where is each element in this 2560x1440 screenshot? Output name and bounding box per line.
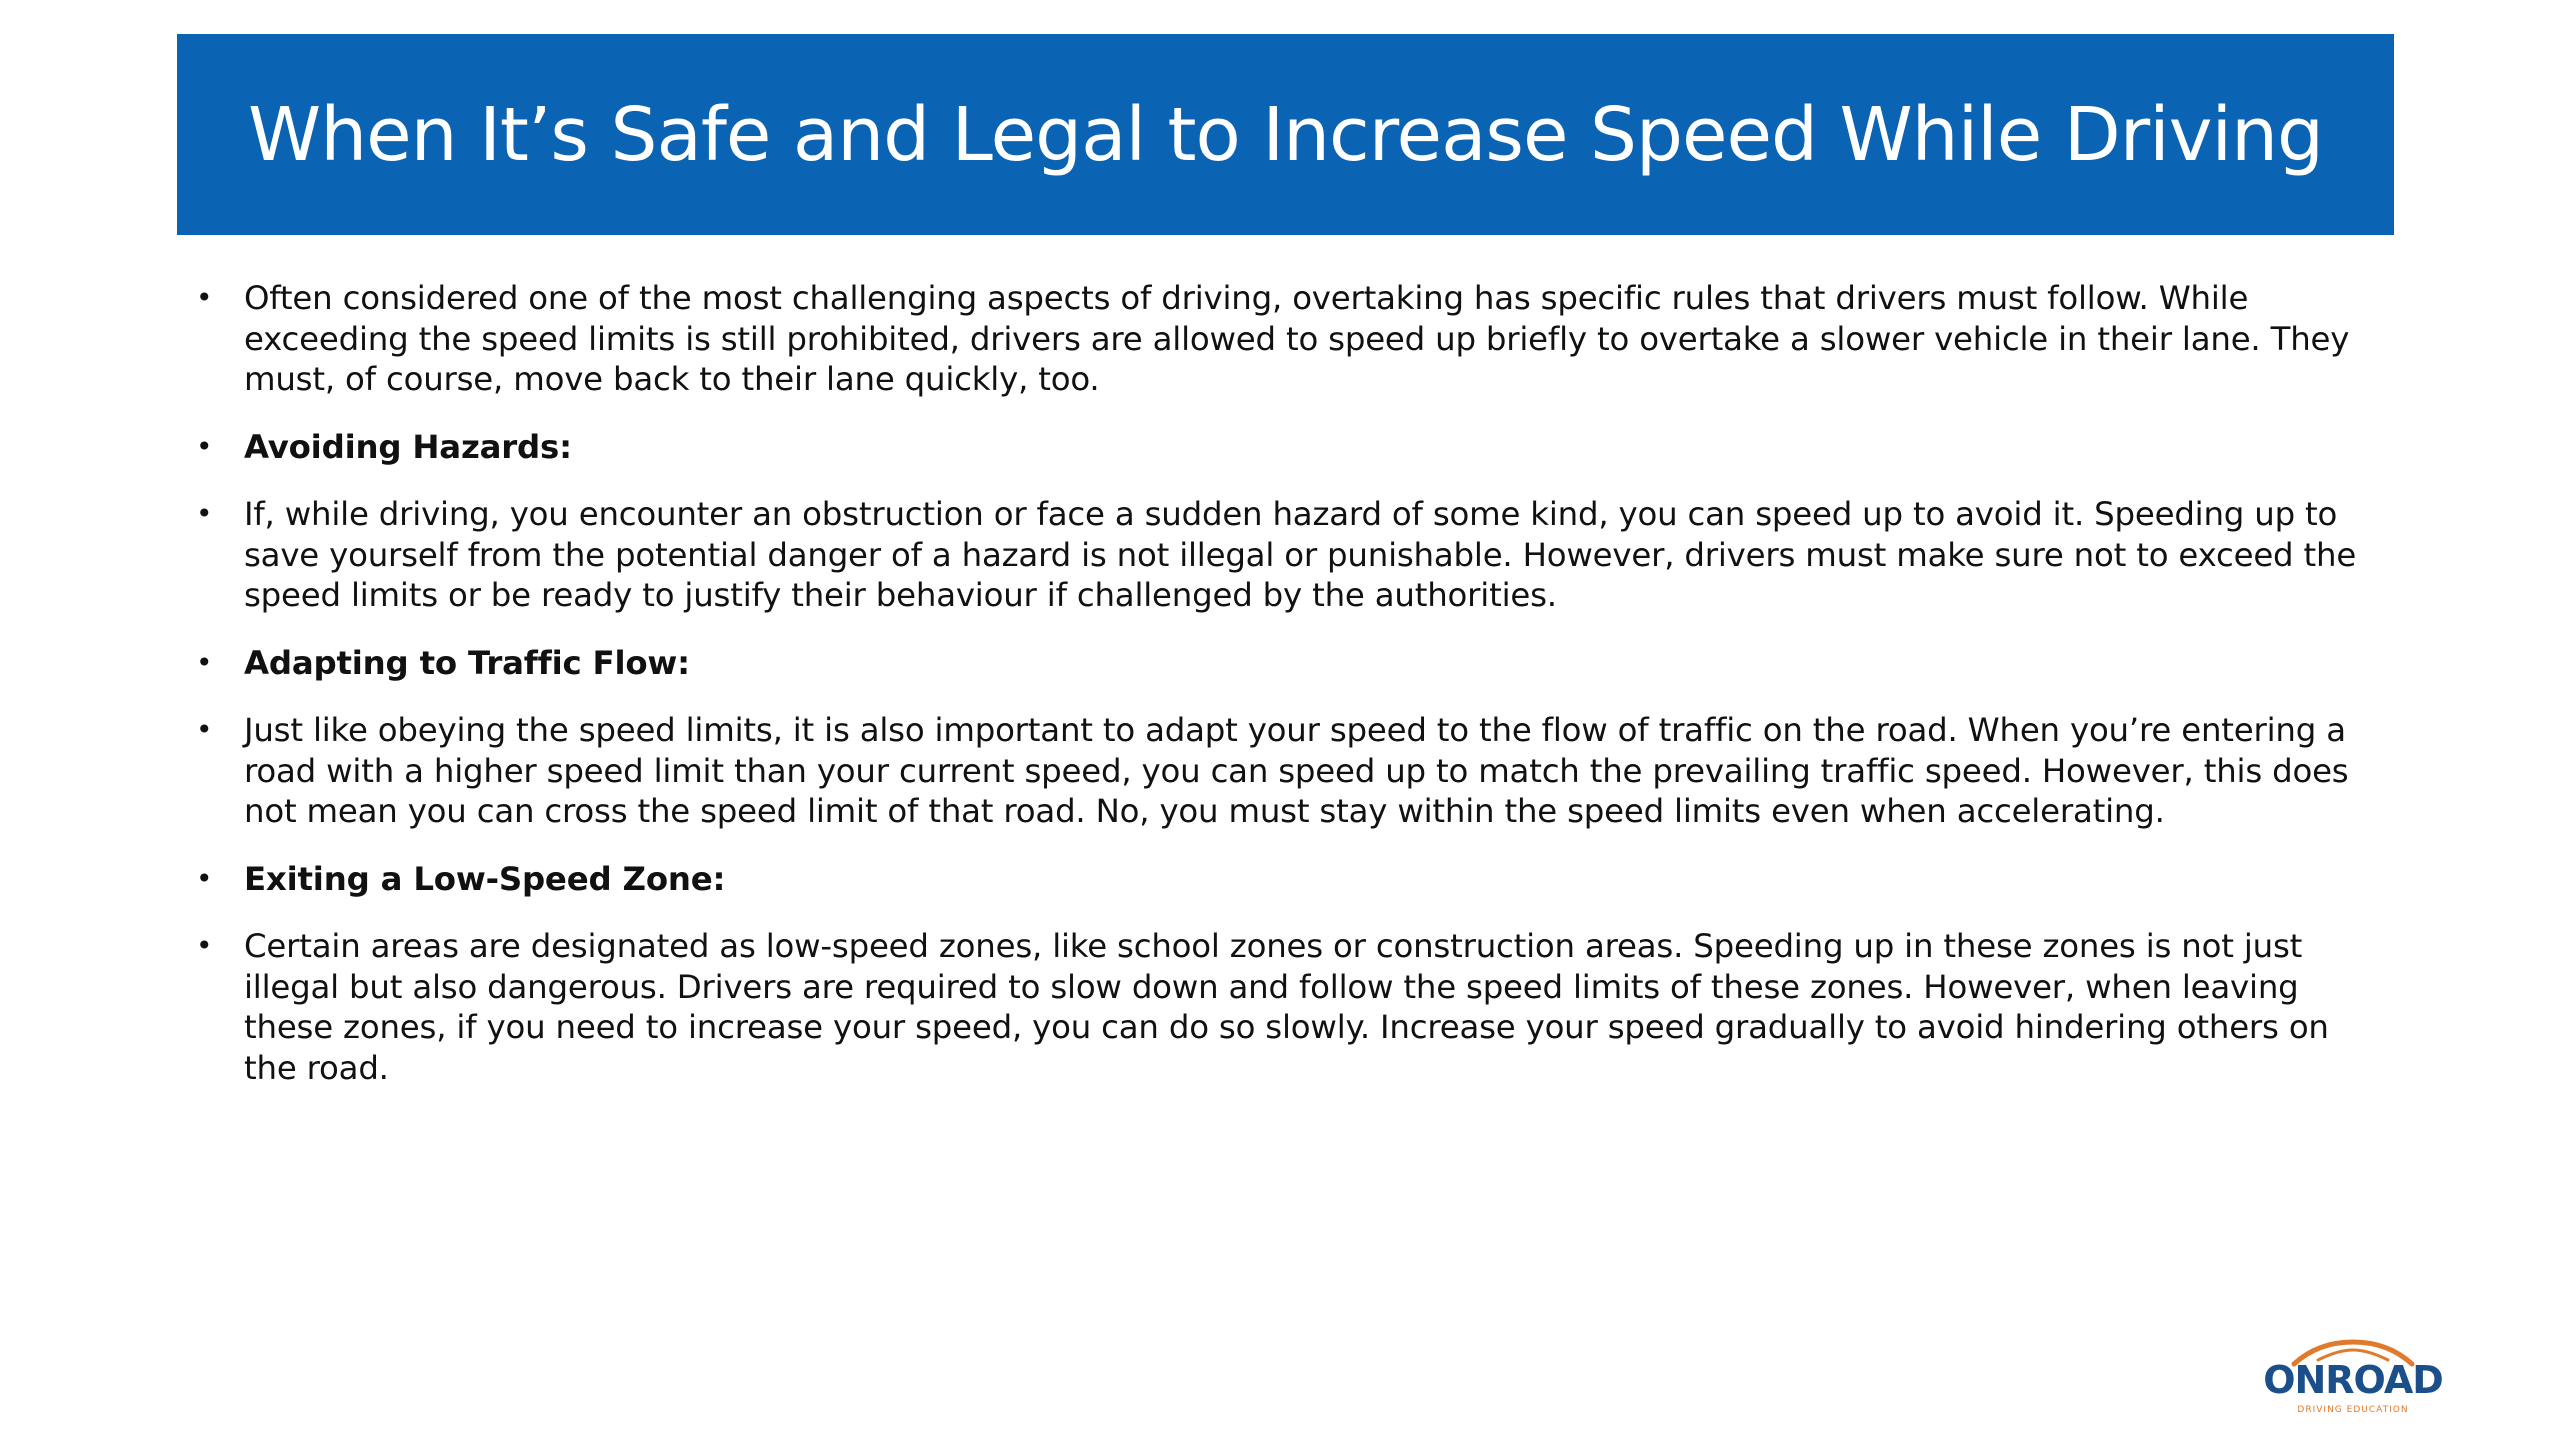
bullet-marker: •	[196, 281, 213, 314]
bullet-item-low-speed-zone	[188, 926, 2388, 1088]
title-banner	[177, 34, 2394, 235]
bullet-heading-text: Exiting a Low-Speed Zone:	[244, 859, 726, 898]
bullet-item-hazards	[188, 494, 2388, 616]
bullet-text: Certain areas are designated as low-speed zones, like school zones or construction areas. Speeding up in these zones is not just illegal but also dangerous. Drivers are required to slow down and follow the speed limits of these zones. However, when leaving these zones, if you need to increase your speed, you can do so slowly. Increase your speed gradually to avoid hindering others on the road.	[244, 927, 2329, 1087]
bullet-heading-traffic-flow	[188, 643, 2388, 684]
bullet-marker: •	[196, 497, 213, 530]
bullet-marker: •	[196, 429, 213, 463]
logo-wordmark: ONROAD	[2263, 1358, 2443, 1402]
onroad-logo	[2258, 1338, 2448, 1418]
bullet-marker: •	[196, 645, 213, 679]
bullet-text: Often considered one of the most challenging aspects of driving, overtaking has specific rules that drivers must follow. While exceeding the speed limits is still prohibited, drivers are allowed to speed up briefly to overtake a slower vehicle in their lane. They must, of course, move back to their lane quickly, too.	[244, 279, 2350, 398]
bullet-marker: •	[196, 713, 213, 746]
bullet-text: If, while driving, you encounter an obstruction or face a sudden hazard of some kind, you can speed up to avoid it. Speeding up to save yourself from the potential danger of a hazard is not illegal or punishable. However, drivers must make sure not to exceed the speed limits or be ready to justify their behaviour if challenged by the authorities.	[244, 495, 2357, 614]
bullet-item-overtaking	[188, 278, 2388, 400]
bullet-item-traffic-flow	[188, 710, 2388, 832]
bullet-marker: •	[196, 861, 213, 895]
bullet-list	[188, 278, 2388, 1115]
bullet-heading-low-speed-zone	[188, 859, 2388, 900]
bullet-heading-text: Avoiding Hazards:	[244, 427, 572, 466]
logo-tagline: DRIVING EDUCATION	[2297, 1405, 2409, 1415]
bullet-text: Just like obeying the speed limits, it is also important to adapt your speed to the flow of traffic on the road. When you’re entering a road with a higher speed limit than your current speed, you can speed up to match the prevailing traffic speed. However, this does not mean you can cross the speed limit of that road. No, you must stay within the speed limits even when accelerating.	[244, 711, 2349, 830]
bullet-heading-avoiding-hazards	[188, 427, 2388, 468]
slide-title: When It’s Safe and Legal to Increase Speed While Driving	[248, 91, 2323, 178]
bullet-marker: •	[196, 929, 213, 962]
bullet-heading-text: Adapting to Traffic Flow:	[244, 643, 690, 682]
